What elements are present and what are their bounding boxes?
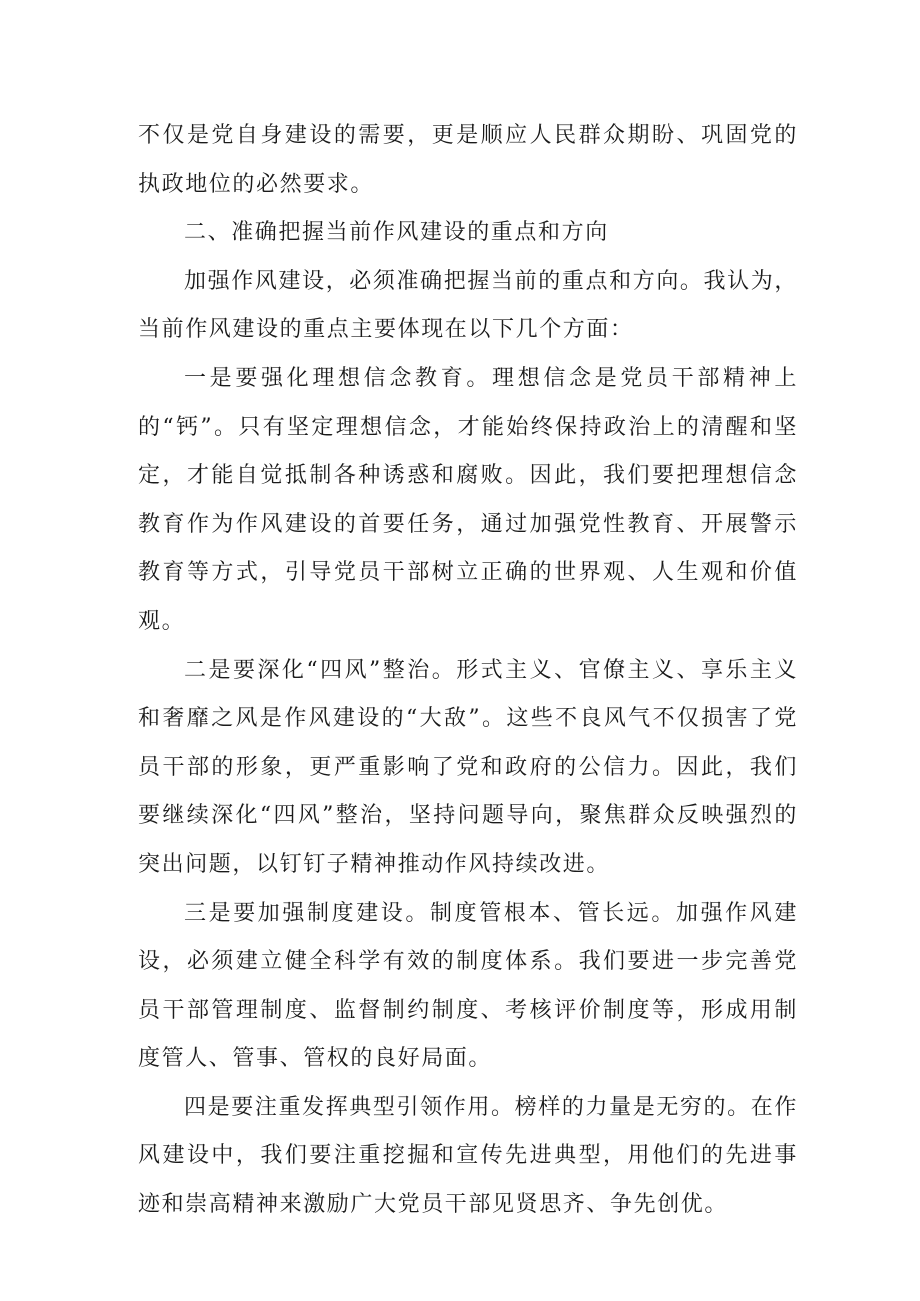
paragraph-point-1: 一是要强化理想信念教育。理想信念是党员干部精神上的“钙”。只有坚定理想信念，才能始终保持政治上的清醒和坚定，才能自觉抵制各种诱惑和腐败。因此，我们要把理想信念教育作为作风建设的首要任务，通过加强党性教育、开展警示教育等方式，引导党员干部树立正确的世界观、人生观和价值观。 xyxy=(138,365,798,634)
document-body xyxy=(138,112,798,1230)
paragraph-point-3: 三是要加强制度建设。制度管根本、管长远。加强作风建设，必须建立健全科学有效的制度体系。我们要进一步完善党员干部管理制度、监督制约制度、考核评价制度等，形成用制度管人、管事、管权的良好局面。 xyxy=(138,900,798,1072)
paragraph-point-4: 四是要注重发挥典型引领作用。榜样的力量是无穷的。在作风建设中，我们要注重挖掘和宣传先进典型，用他们的先进事迹和崇高精神来激励广大党员干部见贤思齐、争先创优。 xyxy=(138,1094,798,1218)
section-heading: 二、准确把握当前作风建设的重点和方向 xyxy=(184,220,609,246)
paragraph-intro: 加强作风建设，必须准确把握当前的重点和方向。我认为，当前作风建设的重点主要体现在以下几个方面： xyxy=(138,268,798,343)
paragraph-continuation: 不仅是党自身建设的需要，更是顺应人民群众期盼、巩固党的执政地位的必然要求。 xyxy=(138,123,798,197)
paragraph-point-2: 二是要深化“四风”整治。形式主义、官僚主义、享乐主义和奢靡之风是作风建设的“大敌”。这些不良风气不仅损害了党员干部的形象，更严重影响了党和政府的公信力。因此，我们要继续深化“四风”整治，坚持问题导向，聚焦群众反映强烈的突出问题，以钉钉子精神推动作风持续改进。 xyxy=(138,657,798,877)
